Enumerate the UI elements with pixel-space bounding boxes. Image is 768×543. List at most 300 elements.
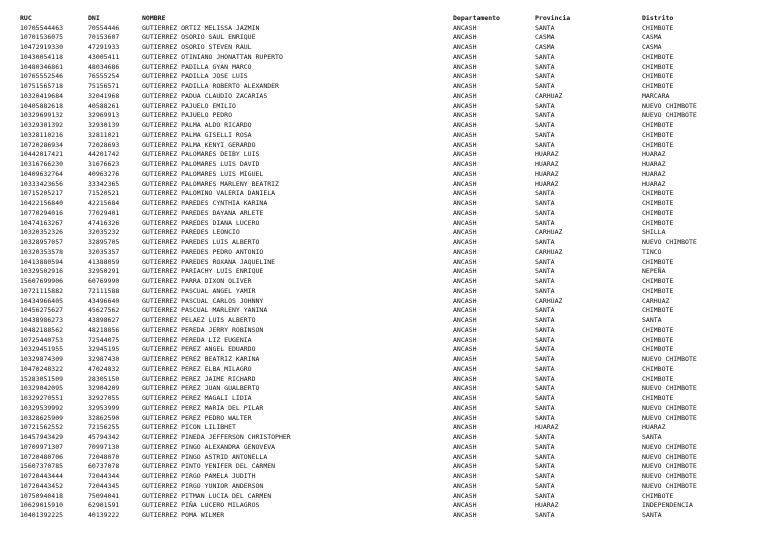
cell-dni: 60737078 [88,462,120,471]
cell-departamento: ANCASH [453,403,477,412]
table-row [0,189,768,199]
cell-ruc: 10430054118 [20,52,64,61]
cell-nombre: GUTIERREZ PAJUELO PEDRO [142,111,233,120]
cell-distrito: NUEVO CHIMBOTE [642,403,697,412]
cell-dni: 41388059 [88,257,120,266]
cell-dni: 48218856 [88,325,120,334]
cell-nombre: GUTIERREZ PADUA CLAUDIO ZACARIAS [142,91,268,100]
table-row [0,414,768,424]
cell-departamento: ANCASH [453,238,477,247]
table-row [0,375,768,385]
cell-nombre: GUTIERREZ POMA WILMER [142,511,225,520]
cell-distrito: SANTA [642,316,662,325]
cell-ruc: 10720443452 [20,481,64,490]
cell-nombre: GUTIERREZ PELAEZ LUIS ALBERTO [142,316,256,325]
cell-departamento: ANCASH [453,462,477,471]
cell-departamento: ANCASH [453,140,477,149]
table-row [0,306,768,316]
cell-nombre: GUTIERREZ PEREDA LIZ EUGENIA [142,335,252,344]
cell-distrito: NUEVO CHIMBOTE [642,355,697,364]
cell-ruc: 10409632764 [20,169,64,178]
table-row [0,111,768,121]
cell-departamento: ANCASH [453,72,477,81]
cell-departamento: ANCASH [453,296,477,305]
cell-nombre: GUTIERREZ OSORIO STEVEN RAUL [142,43,252,52]
cell-dni: 32927055 [88,394,120,403]
table-row [0,365,768,375]
cell-distrito: CHIMBOTE [642,277,674,286]
cell-dni: 32953999 [88,403,120,412]
table-row [0,423,768,433]
cell-dni: 43898627 [88,316,120,325]
cell-departamento: ANCASH [453,33,477,42]
cell-provincia: SANTA [535,111,555,120]
cell-provincia: SANTA [535,433,555,442]
table-row [0,102,768,112]
cell-departamento: ANCASH [453,481,477,490]
cell-nombre: GUTIERREZ PAREDES DAYANA ARLETE [142,208,264,217]
cell-provincia: SANTA [535,306,555,315]
cell-dni: 48034686 [88,62,120,71]
table-row [0,53,768,63]
cell-departamento: ANCASH [453,286,477,295]
table-row [0,150,768,160]
cell-dni: 71520521 [88,189,120,198]
cell-ruc: 10629015910 [20,501,64,510]
cell-departamento: ANCASH [453,491,477,500]
table-row [0,482,768,492]
cell-nombre: GUTIERREZ PALOMARES LUIS MIGUEL [142,169,264,178]
table-row [0,92,768,102]
cell-provincia: CARHUAZ [535,247,563,256]
cell-departamento: ANCASH [453,501,477,510]
cell-distrito: HUARAZ [642,169,666,178]
header-ruc: RUC [20,14,32,22]
cell-nombre: GUTIERREZ PALOMINO VALERIA DANIELA [142,189,276,198]
cell-ruc: 10765552546 [20,72,64,81]
cell-distrito: CHIMBOTE [642,257,674,266]
table-row [0,453,768,463]
cell-nombre: GUTIERREZ PINGO ASTRID ANTONELLA [142,452,268,461]
cell-nombre: GUTIERREZ PAREDES LEONCIO [142,228,240,237]
cell-dni: 32930139 [88,121,120,130]
cell-ruc: 10434966405 [20,296,64,305]
table-row [0,355,768,365]
cell-ruc: 10770294016 [20,208,64,217]
cell-nombre: GUTIERREZ PALMA GISELLI ROSA [142,130,252,139]
cell-distrito: CHIMBOTE [642,72,674,81]
cell-nombre: GUTIERREZ PINGO ALEXANDRA GENOVEVA [142,442,276,451]
table-row [0,82,768,92]
cell-departamento: ANCASH [453,277,477,286]
cell-distrito: CASMA [642,33,662,42]
cell-ruc: 10709971307 [20,442,64,451]
cell-ruc: 10329042095 [20,384,64,393]
cell-dni: 32035357 [88,247,120,256]
table-row [0,228,768,238]
cell-distrito: NUEVO CHIMBOTE [642,462,697,471]
cell-dni: 72156255 [88,423,120,432]
cell-distrito: INDEPENDENCIA [642,501,693,510]
table-row [0,384,768,394]
cell-nombre: GUTIERREZ PAREDES CYNTHIA KARINA [142,199,268,208]
cell-ruc: 10701536075 [20,33,64,42]
cell-distrito: SHILLA [642,228,666,237]
cell-distrito: HUARAZ [642,423,666,432]
cell-provincia: CARHUAZ [535,228,563,237]
table-row [0,326,768,336]
cell-ruc: 15607370785 [20,462,64,471]
cell-dni: 77029401 [88,208,120,217]
table-row [0,180,768,190]
cell-ruc: 10442017421 [20,150,64,159]
cell-provincia: SANTA [535,472,555,481]
cell-provincia: SANTA [535,384,555,393]
table-row [0,170,768,180]
cell-nombre: GUTIERREZ PAREDES DIANA LUCERO [142,218,260,227]
cell-nombre: GUTIERREZ PEREDA JERRY ROBINSON [142,325,264,334]
cell-ruc: 10721115882 [20,286,64,295]
cell-provincia: HUARAZ [535,160,559,169]
cell-provincia: SANTA [535,72,555,81]
table-row [0,63,768,73]
cell-ruc: 10715205217 [20,189,64,198]
cell-ruc: 10720443444 [20,472,64,481]
table-row [0,443,768,453]
cell-dni: 32945195 [88,345,120,354]
cell-dni: 42215684 [88,199,120,208]
cell-provincia: HUARAZ [535,169,559,178]
cell-provincia: HUARAZ [535,150,559,159]
cell-dni: 75094041 [88,491,120,500]
cell-dni: 70997130 [88,442,120,451]
cell-nombre: GUTIERREZ PALMA ALDO RICARDO [142,121,252,130]
cell-provincia: SANTA [535,101,555,110]
cell-nombre: GUTIERREZ PITMAN LUCIA DEL CARMEN [142,491,272,500]
cell-provincia: SANTA [535,238,555,247]
cell-departamento: ANCASH [453,247,477,256]
cell-ruc: 10751565718 [20,82,64,91]
cell-ruc: 15607699906 [20,277,64,286]
cell-nombre: GUTIERREZ PARIACHY LUIS ENRIQUE [142,267,264,276]
table-row [0,199,768,209]
cell-nombre: GUTIERREZ PASCUAL CARLOS JOHNNY [142,296,264,305]
cell-nombre: GUTIERREZ PEREZ PEDRO WALTER [142,413,252,422]
cell-departamento: ANCASH [453,150,477,159]
cell-dni: 70153607 [88,33,120,42]
cell-provincia: SANTA [535,257,555,266]
cell-departamento: ANCASH [453,228,477,237]
cell-ruc: 10405882618 [20,101,64,110]
cell-departamento: ANCASH [453,111,477,120]
cell-dni: 43005411 [88,52,120,61]
cell-ruc: 10457943429 [20,433,64,442]
cell-nombre: GUTIERREZ PEREZ JUAN GUALBERTO [142,384,260,393]
cell-ruc: 10456275627 [20,306,64,315]
header-departamento: Departamento [453,14,500,22]
table-row [0,33,768,43]
cell-departamento: ANCASH [453,121,477,130]
cell-ruc: 10329270551 [20,394,64,403]
cell-distrito: NUEVO CHIMBOTE [642,413,697,422]
cell-ruc: 10328625909 [20,413,64,422]
cell-provincia: SANTA [535,23,555,32]
cell-ruc: 10329539992 [20,403,64,412]
table-row [0,43,768,53]
cell-distrito: NUEVO CHIMBOTE [642,481,697,490]
cell-ruc: 10750940418 [20,491,64,500]
cell-ruc: 10329874309 [20,355,64,364]
cell-dni: 47416326 [88,218,120,227]
cell-provincia: CARHUAZ [535,296,563,305]
cell-departamento: ANCASH [453,364,477,373]
cell-distrito: CHIMBOTE [642,199,674,208]
cell-provincia: SANTA [535,140,555,149]
cell-distrito: CHIMBOTE [642,374,674,383]
cell-provincia: SANTA [535,511,555,520]
cell-distrito: SANTA [642,433,662,442]
cell-provincia: SANTA [535,199,555,208]
cell-provincia: SANTA [535,62,555,71]
table-row [0,462,768,472]
table-row [0,209,768,219]
cell-departamento: ANCASH [453,62,477,71]
cell-dni: 60769990 [88,277,120,286]
cell-nombre: GUTIERREZ PARRA DIXON OLIVER [142,277,252,286]
cell-dni: 31676623 [88,160,120,169]
cell-nombre: GUTIERREZ PASCUAL ANGEL YAMIR [142,286,256,295]
cell-distrito: CHIMBOTE [642,364,674,373]
table-row [0,238,768,248]
cell-departamento: ANCASH [453,257,477,266]
cell-distrito: CHIMBOTE [642,62,674,71]
cell-nombre: GUTIERREZ PIÑA LUCERO MILAGROS [142,501,260,510]
cell-ruc: 10482188562 [20,325,64,334]
cell-distrito: CHIMBOTE [642,82,674,91]
cell-ruc: 10725440753 [20,335,64,344]
cell-ruc: 10329699132 [20,111,64,120]
cell-dni: 76555254 [88,72,120,81]
cell-distrito: NUEVO CHIMBOTE [642,452,697,461]
cell-distrito: CHIMBOTE [642,345,674,354]
header-row [0,14,768,24]
cell-departamento: ANCASH [453,267,477,276]
cell-dni: 32950291 [88,267,120,276]
cell-dni: 40963276 [88,169,120,178]
cell-provincia: CASMA [535,43,555,52]
header-nombre: NOMBRE [142,14,166,22]
cell-ruc: 10329451955 [20,345,64,354]
cell-nombre: GUTIERREZ PICON LILIBHET [142,423,236,432]
cell-dni: 32987430 [88,355,120,364]
cell-nombre: GUTIERREZ PALMA KENYI GERARDO [142,140,256,149]
table-row [0,345,768,355]
cell-distrito: HUARAZ [642,160,666,169]
cell-dni: 32811021 [88,130,120,139]
table-row [0,297,768,307]
table-row [0,131,768,141]
cell-distrito: CHIMBOTE [642,140,674,149]
table-row [0,501,768,511]
cell-nombre: GUTIERREZ OSORIO SAUL ENRIQUE [142,33,256,42]
cell-ruc: 10329301392 [20,121,64,130]
cell-departamento: ANCASH [453,316,477,325]
cell-provincia: SANTA [535,277,555,286]
cell-dni: 62901591 [88,501,120,510]
cell-provincia: CASMA [535,33,555,42]
cell-nombre: GUTIERREZ PALOMARES MARLENY BEATRIZ [142,179,279,188]
cell-provincia: SANTA [535,413,555,422]
cell-dni: 40139222 [88,511,120,520]
cell-nombre: GUTIERREZ PAREDES PEDRO ANTONIO [142,247,264,256]
cell-nombre: GUTIERREZ PEREZ ELBA MILAGRO [142,364,252,373]
table-row [0,394,768,404]
cell-departamento: ANCASH [453,91,477,100]
cell-departamento: ANCASH [453,82,477,91]
cell-departamento: ANCASH [453,101,477,110]
cell-provincia: SANTA [535,189,555,198]
table-row [0,277,768,287]
cell-distrito: CHIMBOTE [642,23,674,32]
cell-dni: 75156571 [88,82,120,91]
cell-nombre: GUTIERREZ PALOMARES LUIS DAVID [142,160,260,169]
table-row [0,336,768,346]
cell-provincia: SANTA [535,403,555,412]
cell-provincia: SANTA [535,335,555,344]
cell-distrito: CHIMBOTE [642,286,674,295]
cell-departamento: ANCASH [453,130,477,139]
cell-provincia: SANTA [535,452,555,461]
cell-departamento: ANCASH [453,374,477,383]
cell-ruc: 10401392225 [20,511,64,520]
table-row [0,160,768,170]
cell-ruc: 10705544463 [20,23,64,32]
cell-dni: 47291933 [88,43,120,52]
table-row [0,72,768,82]
cell-distrito: NUEVO CHIMBOTE [642,472,697,481]
cell-provincia: HUARAZ [535,179,559,188]
cell-dni: 32862590 [88,413,120,422]
cell-departamento: ANCASH [453,325,477,334]
table-row [0,492,768,502]
cell-departamento: ANCASH [453,306,477,315]
header-provincia: Provincia [535,14,571,22]
table-row [0,248,768,258]
cell-ruc: 10333423656 [20,179,64,188]
cell-ruc: 10480346861 [20,62,64,71]
cell-dni: 32035232 [88,228,120,237]
cell-nombre: GUTIERREZ PEREZ MAGALI LIDIA [142,394,252,403]
cell-nombre: GUTIERREZ PINEDA JEFFERSON CHRISTOPHER [142,433,291,442]
cell-departamento: ANCASH [453,452,477,461]
cell-departamento: ANCASH [453,160,477,169]
cell-provincia: SANTA [535,481,555,490]
cell-distrito: CHIMBOTE [642,208,674,217]
cell-departamento: ANCASH [453,442,477,451]
cell-ruc: 10329502916 [20,267,64,276]
cell-ruc: 10720480706 [20,452,64,461]
cell-dni: 70554446 [88,23,120,32]
header-distrito: Distrito [642,14,674,22]
cell-ruc: 10320419684 [20,91,64,100]
cell-dni: 72111588 [88,286,120,295]
table-row [0,316,768,326]
cell-departamento: ANCASH [453,52,477,61]
cell-ruc: 10422156840 [20,199,64,208]
cell-provincia: SANTA [535,364,555,373]
cell-dni: 32041968 [88,91,120,100]
cell-nombre: GUTIERREZ PALOMARES DEIBY LUIS [142,150,260,159]
cell-ruc: 10474163267 [20,218,64,227]
cell-distrito: CHIMBOTE [642,130,674,139]
cell-dni: 40588261 [88,101,120,110]
cell-provincia: SANTA [535,491,555,500]
cell-provincia: SANTA [535,374,555,383]
cell-dni: 45627562 [88,306,120,315]
cell-departamento: ANCASH [453,189,477,198]
cell-departamento: ANCASH [453,355,477,364]
cell-departamento: ANCASH [453,384,477,393]
cell-ruc: 10438986273 [20,316,64,325]
cell-departamento: ANCASH [453,169,477,178]
cell-nombre: GUTIERREZ PADILLA JOSE LUIS [142,72,248,81]
cell-departamento: ANCASH [453,345,477,354]
cell-dni: 72028693 [88,140,120,149]
cell-nombre: GUTIERREZ PADILLA ROBERTO ALEXANDER [142,82,279,91]
cell-distrito: CHIMBOTE [642,394,674,403]
cell-dni: 32969913 [88,111,120,120]
table-row [0,511,768,521]
cell-departamento: ANCASH [453,472,477,481]
cell-provincia: SANTA [535,121,555,130]
cell-departamento: ANCASH [453,413,477,422]
cell-ruc: 10328957057 [20,238,64,247]
cell-nombre: GUTIERREZ PIRGO YUNIOR ANDERSON [142,481,264,490]
cell-nombre: GUTIERREZ PEREZ JAIME RICHARD [142,374,256,383]
cell-ruc: 10470248322 [20,364,64,373]
cell-distrito: CHIMBOTE [642,121,674,130]
cell-ruc: 10721562552 [20,423,64,432]
cell-distrito: NUEVO CHIMBOTE [642,238,697,247]
cell-nombre: GUTIERREZ ORTIZ MELISSA JAZMIN [142,23,260,32]
cell-ruc: 15283051509 [20,374,64,383]
cell-provincia: SANTA [535,267,555,276]
cell-dni: 72044344 [88,472,120,481]
table-row [0,141,768,151]
cell-provincia: SANTA [535,218,555,227]
header-dni: DNI [88,14,100,22]
cell-provincia: SANTA [535,82,555,91]
cell-provincia: SANTA [535,394,555,403]
table-row [0,121,768,131]
cell-ruc: 10320353578 [20,247,64,256]
cell-dni: 72048070 [88,452,120,461]
cell-dni: 33342365 [88,179,120,188]
cell-distrito: NUEVO CHIMBOTE [642,101,697,110]
cell-ruc: 10413880594 [20,257,64,266]
cell-distrito: CASMA [642,43,662,52]
cell-ruc: 10720286934 [20,140,64,149]
cell-nombre: GUTIERREZ PEREZ BEATRIZ KARINA [142,355,260,364]
cell-provincia: SANTA [535,355,555,364]
cell-departamento: ANCASH [453,394,477,403]
cell-provincia: SANTA [535,286,555,295]
table-row [0,433,768,443]
cell-dni: 72544075 [88,335,120,344]
cell-departamento: ANCASH [453,335,477,344]
cell-dni: 32895705 [88,238,120,247]
cell-dni: 47024832 [88,364,120,373]
